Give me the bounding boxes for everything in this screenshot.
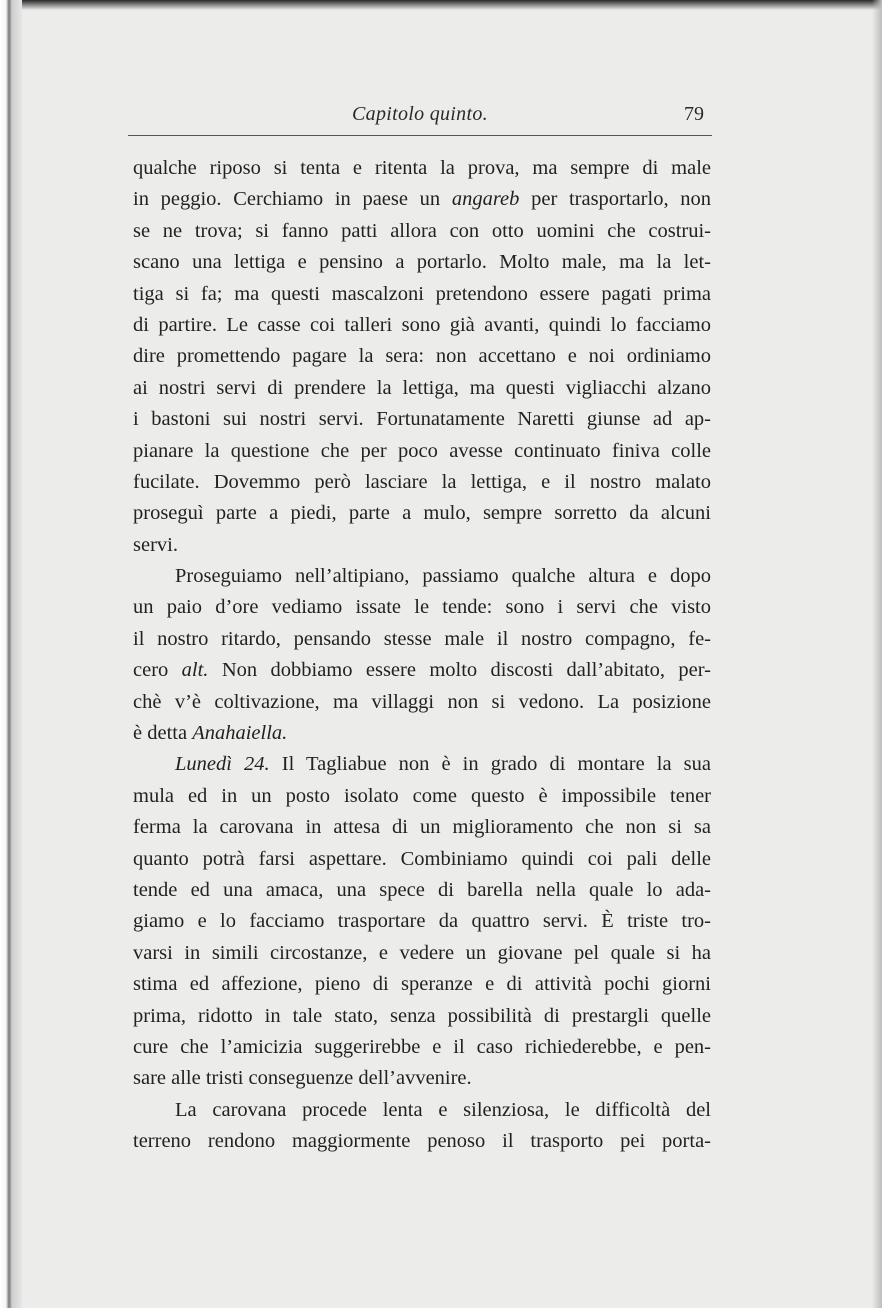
text-segment: servi. bbox=[133, 533, 178, 556]
italic-text: alt. bbox=[181, 659, 209, 682]
chapter-title: Capitolo quinto. bbox=[352, 103, 488, 125]
text-segment: ferma la carovana in attesa di un miglioramento che non si sa bbox=[133, 816, 711, 839]
text-line bbox=[133, 467, 711, 498]
running-head bbox=[0, 100, 882, 130]
text-line bbox=[133, 687, 711, 718]
text-segment: cure che l’amicizia suggerirebbe e il caso richiederebbe, e pen- bbox=[133, 1035, 711, 1058]
page-number: 79 bbox=[684, 103, 704, 125]
text-line bbox=[133, 561, 711, 592]
text-segment: ai nostri servi di prendere la lettiga, ma questi vigliacchi alzano bbox=[133, 376, 711, 399]
text-segment: scano una lettiga e pensino a portarlo. Molto male, ma la let- bbox=[133, 251, 711, 274]
text-line bbox=[133, 624, 711, 655]
text-line bbox=[133, 1126, 711, 1157]
text-line bbox=[133, 592, 711, 623]
text-line bbox=[133, 341, 711, 372]
text-segment: pianare la questione che per poco avesse continuato finiva colle bbox=[133, 439, 711, 462]
scan-binding-edge bbox=[0, 0, 22, 1308]
text-segment: prima, ridotto in tale stato, senza possibilità di prestargli quelle bbox=[133, 1004, 711, 1027]
text-segment: sare alle tristi conseguenze dell’avvenire. bbox=[133, 1067, 472, 1090]
text-line bbox=[133, 404, 711, 435]
text-line bbox=[133, 153, 711, 184]
italic-text: Anahaiella. bbox=[192, 722, 288, 745]
text-segment: è detta bbox=[133, 722, 193, 745]
text-segment: tiga si fa; ma questi mascalzoni pretendono essere pagati prima bbox=[133, 282, 711, 305]
text-segment: quanto potrà farsi aspettare. Combiniamo quindi coi pali delle bbox=[133, 847, 711, 870]
text-line bbox=[133, 749, 711, 780]
text-line bbox=[133, 1032, 711, 1063]
text-line bbox=[133, 1063, 711, 1094]
text-segment: Il Tagliabue non è in grado di montare la sua bbox=[269, 753, 711, 776]
scan-top-shadow bbox=[0, 0, 882, 10]
text-line bbox=[133, 279, 711, 310]
text-line bbox=[133, 1001, 711, 1032]
text-line bbox=[133, 655, 711, 686]
body-text bbox=[133, 153, 711, 1158]
text-line bbox=[133, 247, 711, 278]
text-segment: La carovana procede lenta e silenziosa, le difficoltà del bbox=[175, 1098, 711, 1121]
text-segment: proseguì parte a piedi, parte a mulo, sempre sorretto da alcuni bbox=[133, 502, 711, 525]
text-segment: stima ed affezione, pieno di speranze e di attività pochi giorni bbox=[133, 973, 711, 996]
text-line bbox=[133, 498, 711, 529]
text-segment: in peggio. Cerchiamo in paese un bbox=[133, 188, 452, 211]
text-segment: tende ed una amaca, una spece di barella nella quale lo ada- bbox=[133, 878, 711, 901]
text-line bbox=[133, 812, 711, 843]
text-line bbox=[133, 906, 711, 937]
text-line bbox=[133, 718, 711, 749]
text-line bbox=[133, 373, 711, 404]
text-segment: se ne trova; si fanno patti allora con otto uomini che costrui- bbox=[133, 219, 711, 242]
italic-text: Lunedì 24. bbox=[175, 753, 270, 776]
text-segment: qualche riposo si tenta e ritenta la prova, ma sempre di male bbox=[133, 157, 711, 179]
text-line bbox=[133, 310, 711, 341]
text-line bbox=[133, 436, 711, 467]
text-segment: Proseguiamo nell’altipiano, passiamo qualche altura e dopo bbox=[175, 565, 711, 588]
text-line bbox=[133, 844, 711, 875]
text-line bbox=[133, 184, 711, 215]
text-segment: chè v’è coltivazione, ma villaggi non si vedono. La posizione bbox=[133, 690, 711, 713]
text-segment: per trasportarlo, non bbox=[519, 188, 711, 211]
text-segment: cero bbox=[133, 659, 182, 682]
text-segment: il nostro ritardo, pensando stesse male il nostro compagno, fe- bbox=[133, 627, 711, 650]
text-segment: varsi in simili circostanze, e vedere un giovane pel quale si ha bbox=[133, 941, 711, 964]
text-segment: un paio d’ore vediamo issate le tende: sono i servi che visto bbox=[133, 596, 711, 619]
text-segment: mula ed in un posto isolato come questo è impossibile tener bbox=[133, 784, 711, 807]
text-line bbox=[133, 781, 711, 812]
italic-text: angareb bbox=[451, 188, 520, 211]
text-segment: i bastoni sui nostri servi. Fortunatamente Naretti giunse ad ap- bbox=[133, 408, 711, 431]
scan-right-shadow bbox=[872, 0, 882, 1308]
text-line bbox=[133, 530, 711, 561]
header-rule bbox=[128, 135, 712, 136]
text-segment: Non dobbiamo essere molto discosti dall’abitato, per- bbox=[208, 659, 711, 682]
text-line bbox=[133, 938, 711, 969]
text-segment: fucilate. Dovemmo però lasciare la lettiga, e il nostro malato bbox=[133, 470, 711, 493]
text-segment: giamo e lo facciamo trasportare da quattro servi. È triste tro- bbox=[133, 910, 711, 933]
text-line bbox=[133, 875, 711, 906]
text-segment: di partire. Le casse coi talleri sono già avanti, quindi lo facciamo bbox=[133, 313, 711, 336]
text-line bbox=[133, 216, 711, 247]
text-line bbox=[133, 969, 711, 1000]
text-line bbox=[133, 1095, 711, 1126]
text-segment: terreno rendono maggiormente penoso il trasporto pei porta- bbox=[133, 1130, 711, 1153]
text-segment: dire promettendo pagare la sera: non accettano e noi ordiniamo bbox=[133, 345, 711, 368]
